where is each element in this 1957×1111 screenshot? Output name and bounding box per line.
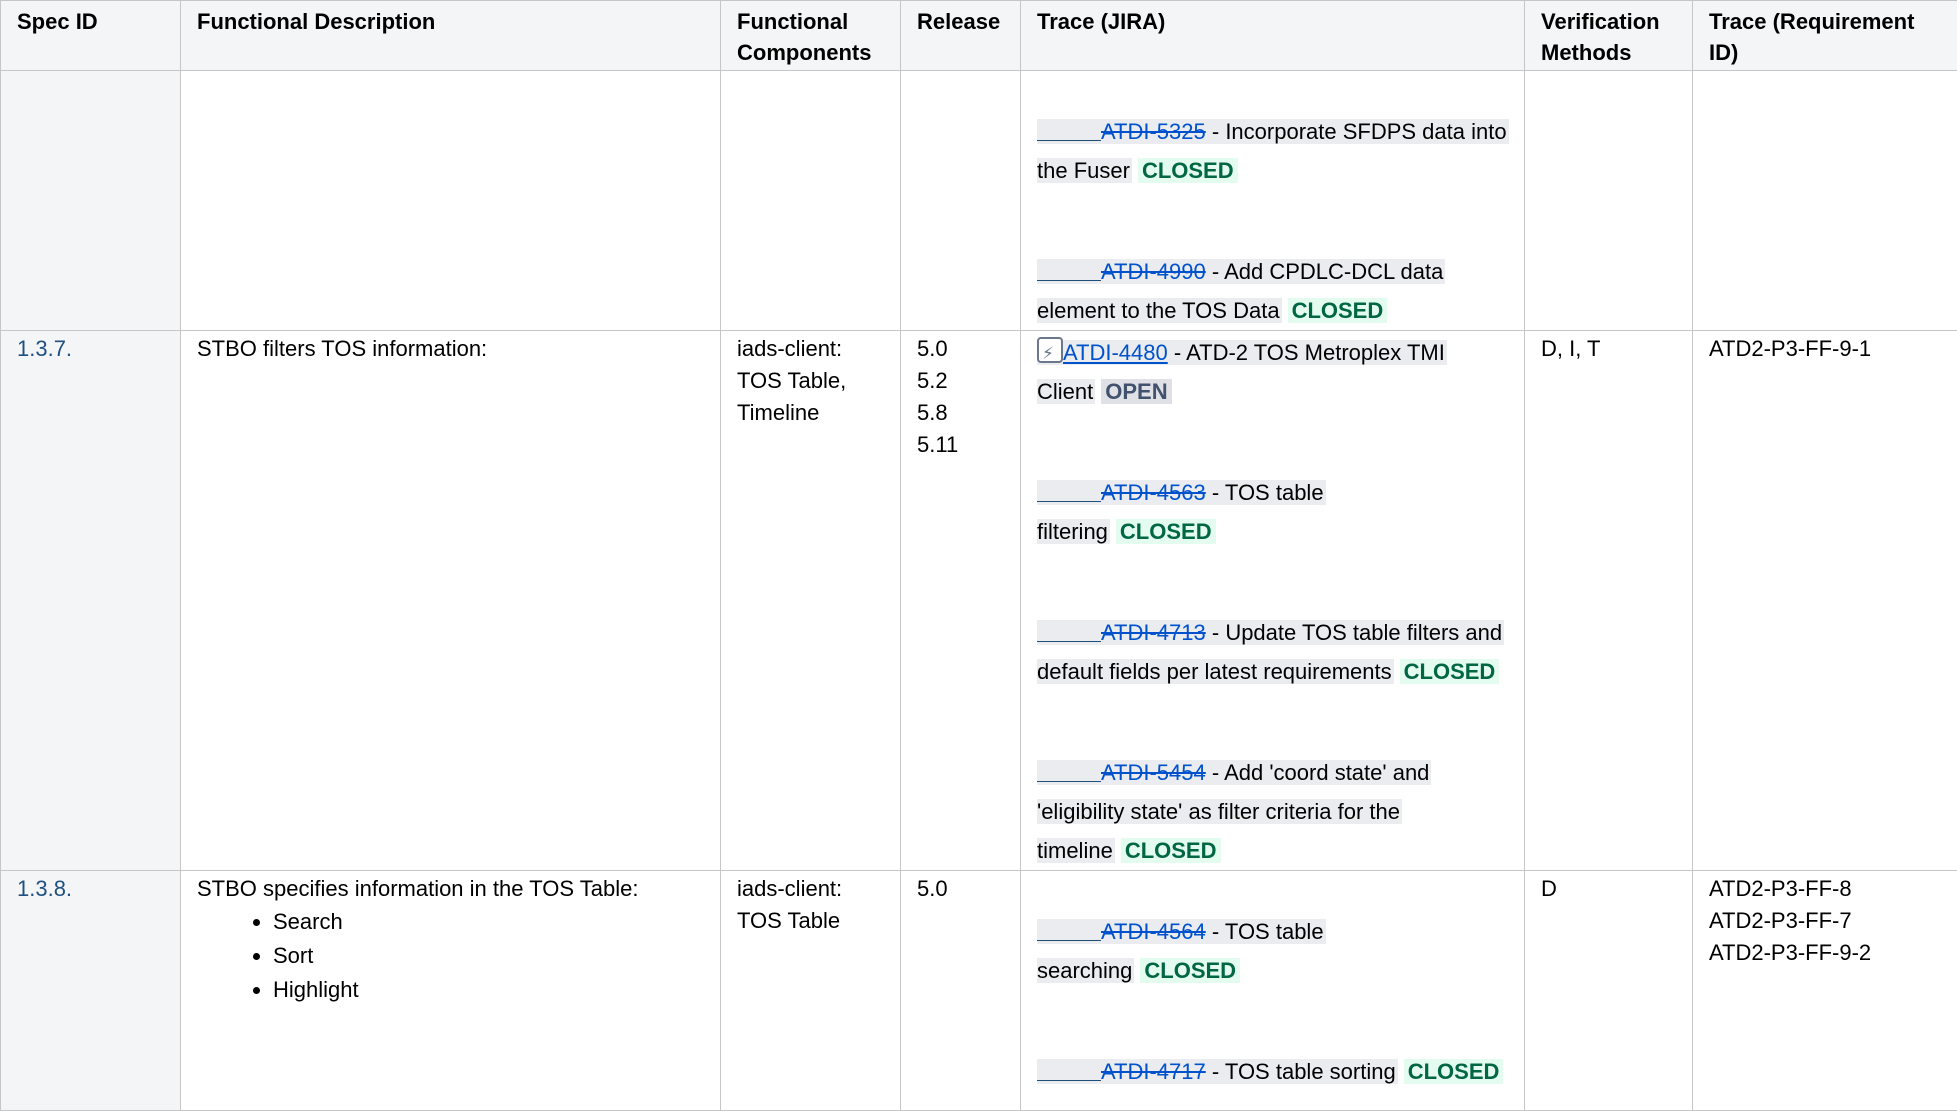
jira-separator: - [1206, 119, 1226, 144]
jira-separator: - [1206, 760, 1224, 785]
description-text: STBO specifies information in the TOS Table: [197, 873, 704, 905]
jira-summary: Add 'coord state' and 'eligibility state' as filter criteria for the timeline [1037, 760, 1429, 863]
jira-summary: TOS table sorting [1225, 1059, 1396, 1084]
status-badge: CLOSED [1400, 659, 1500, 684]
jira-summary: Add CPDLC-DCL data element to the TOS Data [1037, 259, 1443, 323]
list-item: • Search [273, 905, 704, 939]
status-badge: CLOSED [1404, 1059, 1504, 1084]
status-badge: CLOSED [1288, 298, 1388, 323]
status-badge: OPEN [1101, 379, 1171, 404]
components-cell: iads-client: TOS Table [721, 871, 901, 1111]
jira-issue-link[interactable]: ATDI-4480 [1063, 340, 1168, 365]
jira-issue-link[interactable]: ATDI-5325 [1101, 119, 1206, 144]
spec-id-link[interactable]: 1.3.8. [17, 876, 72, 901]
verification-cell: D [1525, 871, 1693, 1111]
jira-issue-link[interactable]: ATDI-5454 [1101, 760, 1206, 785]
header-components: Functional Components [721, 1, 901, 71]
spec-id-cell [1, 331, 181, 871]
jira-issue-link[interactable]: ATDI-4564 [1101, 919, 1206, 944]
status-badge: CLOSED [1121, 838, 1221, 863]
verification-cell: D, I, T [1525, 331, 1693, 871]
header-release: Release [901, 1, 1021, 71]
indent-marker [1037, 1065, 1101, 1081]
trace-jira-cell [1021, 871, 1525, 1111]
components-cell: iads-client: TOS Table, Timeline [721, 331, 901, 871]
trace-req-cell [1693, 71, 1957, 331]
verification-cell [1525, 71, 1693, 331]
status-badge: CLOSED [1116, 519, 1216, 544]
jira-issue [1037, 1013, 1508, 1091]
jira-separator: - [1206, 259, 1224, 284]
header-trace-jira: Trace (JIRA) [1021, 1, 1525, 71]
jira-issue [1037, 434, 1508, 551]
table-row [1, 871, 1957, 1111]
jira-issue [1037, 714, 1508, 870]
jira-summary: Incorporate SFDPS data into the Fuser [1037, 119, 1507, 183]
bullet-list [197, 905, 704, 1007]
jira-summary: Update TOS table filters and default fields per latest requirements [1037, 620, 1502, 684]
spec-id-cell [1, 871, 181, 1111]
indent-marker [1037, 125, 1101, 141]
indent-marker [1037, 925, 1101, 941]
release-cell: 5.0 [901, 871, 1021, 1111]
jira-issue [1037, 73, 1508, 190]
jira-issue [1037, 333, 1508, 411]
description-cell: STBO filters TOS information: [181, 331, 721, 871]
indent-marker [1037, 486, 1101, 502]
jira-issue [1037, 873, 1508, 990]
table-row [1, 71, 1957, 331]
components-cell [721, 71, 901, 331]
header-verification: Verification Methods [1525, 1, 1693, 71]
jira-issue-link[interactable]: ATDI-4563 [1101, 480, 1206, 505]
jira-separator: - [1206, 919, 1225, 944]
description-cell [181, 71, 721, 331]
spec-id-link[interactable]: 1.3.7. [17, 336, 72, 361]
list-item: • Sort [273, 939, 704, 973]
trace-jira-cell [1021, 331, 1525, 871]
trace-req-cell: ATD2-P3-FF-9-1 [1693, 331, 1957, 871]
jira-issue [1037, 213, 1508, 330]
description-cell [181, 871, 721, 1111]
jira-issue-link[interactable]: ATDI-4713 [1101, 620, 1206, 645]
jira-issue-type-icon [1037, 337, 1063, 363]
release-cell [901, 71, 1021, 331]
jira-issue-link[interactable]: ATDI-4990 [1101, 259, 1206, 284]
indent-marker [1037, 265, 1101, 281]
jira-summary: TOS table filtering [1037, 480, 1324, 544]
trace-jira-cell [1021, 71, 1525, 331]
list-item: • Highlight [273, 973, 704, 1007]
jira-summary: ATD-2 TOS Metroplex TMI Client [1037, 340, 1445, 404]
jira-separator: - [1168, 340, 1186, 365]
spec-id-cell [1, 71, 181, 331]
header-trace-req: Trace (Requirement ID) [1693, 1, 1957, 71]
trace-req-cell: ATD2-P3-FF-8 ATD2-P3-FF-7 ATD2-P3-FF-9-2 [1693, 871, 1957, 1111]
header-row [1, 1, 1957, 71]
header-spec-id: Spec ID [1, 1, 181, 71]
status-badge: CLOSED [1140, 958, 1240, 983]
header-description: Functional Description [181, 1, 721, 71]
table-row [1, 331, 1957, 871]
jira-separator: - [1206, 1059, 1225, 1084]
jira-summary: TOS table searching [1037, 919, 1324, 983]
indent-marker [1037, 766, 1101, 782]
indent-marker [1037, 626, 1101, 642]
release-cell: 5.0 5.2 5.8 5.11 [901, 331, 1021, 871]
status-badge: CLOSED [1138, 158, 1238, 183]
jira-separator: - [1206, 620, 1226, 645]
jira-issue [1037, 574, 1508, 691]
jira-issue-link[interactable]: ATDI-4717 [1101, 1059, 1206, 1084]
jira-separator: - [1206, 480, 1225, 505]
